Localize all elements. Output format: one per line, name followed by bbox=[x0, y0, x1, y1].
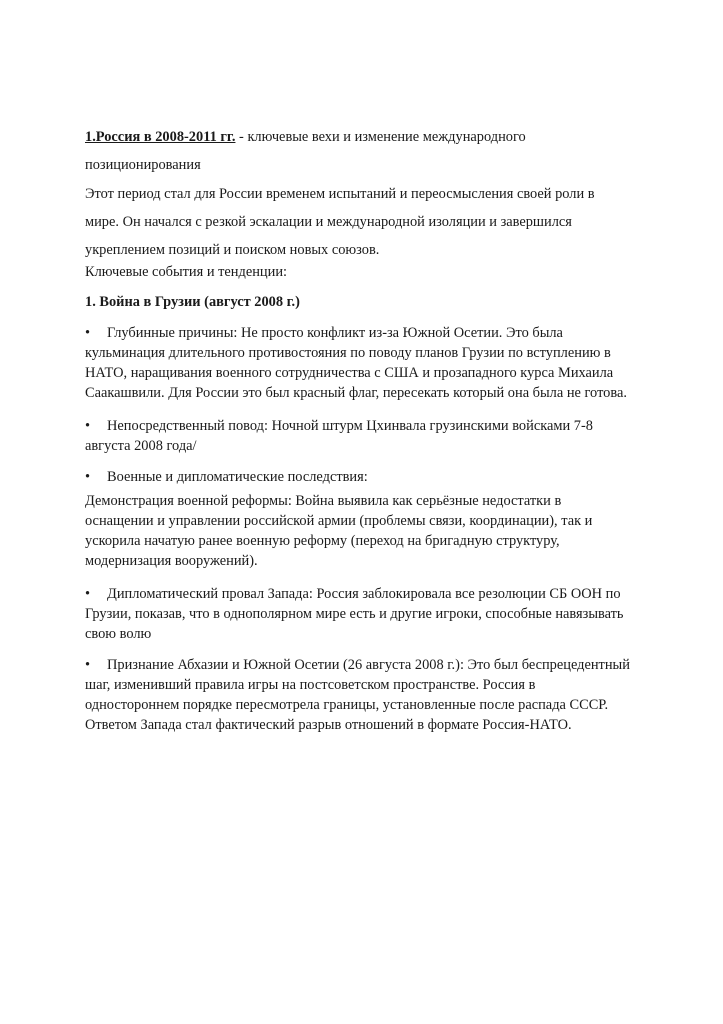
bullet-3-text-1: Военные и дипломатические последствия: bbox=[107, 469, 368, 485]
bullet-5-line-1 bbox=[85, 655, 645, 675]
key-events-label bbox=[85, 262, 645, 282]
bullet-1-line-1 bbox=[85, 323, 645, 343]
heading-line-1 bbox=[85, 123, 645, 151]
bullet-4-line-2: Грузии, показав, что в однополярном мире есть и другие игроки, способные навязывать bbox=[85, 606, 624, 622]
bullet-1-text-1: Глубинные причины: Не просто конфликт из-за Южной Осетии. Это была bbox=[107, 325, 563, 341]
bullet-icon: • bbox=[85, 586, 91, 602]
section-title-text: 1. Война в Грузии (август 2008 г.) bbox=[85, 294, 300, 310]
bullet-root-causes bbox=[85, 323, 645, 403]
intro-line-1: Этот период стал для России временем испытаний и переосмысления своей роли в bbox=[85, 186, 595, 202]
bullet-consequences bbox=[85, 467, 645, 487]
heading-bold-part: 1.Россия в 2008-2011 гг. bbox=[85, 129, 236, 145]
bullet-2-line-2: августа 2008 года/ bbox=[85, 438, 197, 454]
reform-line-2: оснащении и управлении российской армии (проблемы связи, координации), так и bbox=[85, 513, 593, 529]
bullet-icon: • bbox=[85, 657, 91, 673]
intro-paragraph bbox=[85, 180, 645, 264]
bullet-4-line-3: свою волю bbox=[85, 626, 152, 642]
bullet-1-line-3: НАТО, наращивания военного сотрудничества с США и прозападного курса Михаила bbox=[85, 365, 614, 381]
heading-rest-part: - ключевые вехи и изменение международного bbox=[235, 129, 526, 145]
bullet-icon: • bbox=[85, 325, 91, 341]
reform-line-3: ускорила начатую ранее военную реформу (переход на бригадную структуру, bbox=[85, 533, 560, 549]
bullet-4-line-1 bbox=[85, 584, 645, 604]
bullet-5-line-2: шаг, изменивший правила игры на постсоветском пространстве. Россия в bbox=[85, 677, 536, 693]
bullet-immediate-cause bbox=[85, 416, 645, 456]
intro-line-2: мире. Он начался с резкой эскалации и международной изоляции и завершился bbox=[85, 214, 572, 230]
heading-line-2: позиционирования bbox=[85, 157, 201, 173]
bullet-3-line-1 bbox=[85, 467, 645, 487]
bullet-icon: • bbox=[85, 418, 91, 434]
bullet-1-line-2: кульминация длительного противостояния по поводу планов Грузии по вступлению в bbox=[85, 345, 611, 361]
bullet-5-line-4: Ответом Запада стал фактический разрыв отношений в формате Россия-НАТО. bbox=[85, 717, 572, 733]
key-events-text: Ключевые события и тенденции: bbox=[85, 264, 288, 280]
reform-line-1: Демонстрация военной реформы: Война выявила как серьёзные недостатки в bbox=[85, 493, 562, 509]
bullet-icon: • bbox=[85, 469, 91, 485]
bullet-1-line-4: Саакашвили. Для России это был красный флаг, пересекать который она была не готова. bbox=[85, 385, 627, 401]
bullet-5-text-1: Признание Абхазии и Южной Осетии (26 августа 2008 г.): Это был беспрецедентный bbox=[107, 657, 630, 673]
bullet-recognition bbox=[85, 655, 645, 735]
section-title bbox=[85, 292, 645, 312]
military-reform-paragraph bbox=[85, 491, 645, 571]
reform-line-4: модернизация вооружений). bbox=[85, 553, 258, 569]
document-heading bbox=[85, 123, 645, 179]
bullet-diplomatic-failure bbox=[85, 584, 645, 644]
bullet-4-text-1: Дипломатический провал Запада: Россия заблокировала все резолюции СБ ООН по bbox=[107, 586, 621, 602]
bullet-2-text-1: Непосредственный повод: Ночной штурм Цхинвала грузинскими войсками 7-8 bbox=[107, 418, 593, 434]
bullet-5-line-3: одностороннем порядке пересмотрела границы, установленные после распада СССР. bbox=[85, 697, 609, 713]
intro-line-3: укреплением позиций и поиском новых союзов. bbox=[85, 242, 380, 258]
bullet-2-line-1 bbox=[85, 416, 645, 436]
